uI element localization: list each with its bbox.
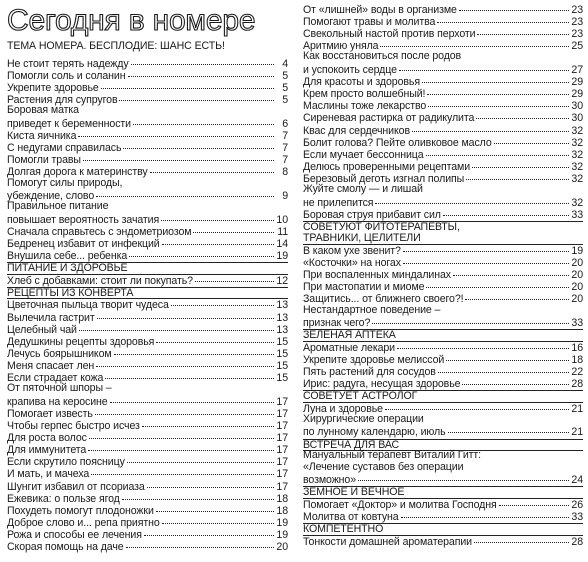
toc-entry-title: Вылечила гастрит	[7, 311, 95, 324]
toc-page-number: 28	[571, 535, 583, 548]
toc-entry-title: убеждение, слово	[7, 190, 95, 203]
toc-entry-title: Долгая дорога к материнству	[7, 166, 148, 179]
toc-entry[interactable]	[7, 371, 288, 383]
toc-entry-title: Ароматные лекари	[303, 341, 395, 354]
right-toc-column	[303, 0, 583, 562]
dot-leader	[412, 122, 569, 132]
toc-page-number: 19	[276, 528, 288, 541]
toc-entry-title: Мануальный терапевт Виталий Гитт:	[303, 449, 481, 462]
dot-leader	[162, 514, 274, 524]
toc-page-number: 7	[282, 142, 288, 155]
toc-entry[interactable]	[7, 178, 288, 201]
toc-entry-title: Пять растений для сосудов	[303, 366, 436, 378]
toc-page-number: 21	[571, 426, 583, 439]
toc-page-number: 4	[282, 58, 288, 70]
toc-entry[interactable]	[7, 201, 288, 224]
toc-entry-title: Чтобы герпес быстро исчез	[7, 420, 140, 432]
toc-entry-title: Растения для супругов	[7, 94, 118, 107]
toc-page-number: 13	[276, 311, 288, 324]
toc-entry[interactable]	[303, 39, 583, 51]
toc-entry-title: Помогает известь	[7, 407, 93, 420]
toc-page-number: 17	[276, 468, 288, 481]
dot-leader	[474, 533, 569, 543]
toc-entry-title: При воспаленных миндалинах	[303, 269, 451, 282]
dot-leader	[372, 314, 569, 324]
toc-entry-title: Помогли травы	[7, 154, 81, 167]
toc-entry-title: Боровая матка	[7, 104, 79, 117]
toc-entry-title: Для роста волос	[7, 432, 87, 445]
dot-leader	[448, 423, 570, 433]
toc-page-number: 6	[282, 117, 288, 130]
toc-entry[interactable]	[7, 105, 288, 128]
toc-entry[interactable]	[303, 450, 583, 485]
toc-page-number: 26	[571, 498, 583, 511]
toc-page-number: 24	[571, 474, 583, 487]
toc-entry[interactable]	[303, 184, 583, 207]
dot-leader	[131, 55, 274, 65]
toc-page-number: 20	[571, 269, 583, 282]
dot-leader	[443, 206, 569, 216]
dot-leader	[105, 369, 274, 379]
dot-leader	[466, 170, 569, 180]
toc-page-number: 32	[571, 148, 583, 161]
dot-leader	[128, 67, 274, 77]
dot-leader	[127, 453, 274, 463]
dot-leader	[358, 471, 569, 481]
dot-leader	[96, 357, 274, 367]
toc-entry-title: Не стоит терять надежду	[7, 58, 129, 70]
toc-entry-title: Березовый деготь изгнал полипы	[303, 172, 465, 185]
dot-leader	[462, 375, 569, 385]
toc-entry-title: Маслины тоже лекарство	[303, 100, 427, 113]
toc-entry-title: Помогли соль и соланин	[7, 70, 126, 83]
toc-entry-title: С недугами справилась	[7, 142, 122, 155]
toc-page-number: 19	[276, 250, 288, 263]
toc-page-number: 19	[276, 516, 288, 529]
toc-entry-title: Аритмию уняла	[303, 40, 379, 53]
toc-entry-title: Помогут силы природы,	[7, 176, 123, 189]
toc-entry-title: Укрепите здоровье	[7, 82, 99, 95]
dot-leader	[477, 25, 569, 35]
toc-entry-title: Дедушкины рецепты здоровья	[7, 335, 155, 348]
toc-entry[interactable]	[303, 51, 583, 74]
dot-leader	[91, 465, 274, 475]
dot-leader	[494, 134, 569, 144]
toc-page-number: 29	[571, 88, 583, 101]
toc-page-number: 19	[571, 245, 583, 257]
section-header: ЗЕМНОЕ И ВЕЧНОЕ	[303, 486, 405, 499]
toc-page-number: 33	[571, 317, 583, 330]
toc-entry-title: Болит голова? Пейте оливковое масло	[303, 136, 492, 149]
toc-entry-title: Похудеть помогут плодоножки	[7, 504, 154, 517]
toc-entry[interactable]	[303, 535, 583, 547]
dot-leader	[96, 187, 274, 197]
dot-leader	[385, 400, 569, 410]
toc-entry-title: Бедренец избавит от инфекций	[7, 238, 160, 250]
toc-page-number: 23	[571, 4, 583, 16]
toc-entry-title: Доброе слово и... репа приятно	[7, 516, 160, 529]
dot-leader	[453, 266, 569, 276]
toc-entry-title: «Косточки» на ногах	[303, 257, 401, 270]
dot-leader	[122, 490, 274, 500]
toc-entry-title: Луна и здоровье	[303, 402, 383, 415]
toc-page-number: 8	[282, 166, 288, 179]
toc-page-number: 11	[277, 225, 288, 238]
toc-entry-title: «Лечение суставов без операции	[303, 460, 464, 473]
dot-leader	[422, 73, 569, 83]
dot-leader	[499, 496, 569, 506]
toc-page-number: 15	[276, 335, 288, 348]
dot-leader	[437, 13, 569, 23]
section-header-main: ТЕМА НОМЕРА. БЕСПЛОДИЕ: ШАНС ЕСТЬ!	[7, 40, 225, 52]
toc-entry-title: Внушила себе... ребенка	[7, 250, 128, 263]
toc-page-number: 9	[282, 190, 288, 203]
dot-leader	[401, 508, 569, 518]
toc-page-number: 17	[276, 456, 288, 469]
toc-page-number: 18	[276, 504, 288, 517]
dot-leader	[459, 1, 569, 11]
dot-leader	[119, 91, 274, 101]
toc-entry[interactable]	[7, 274, 288, 286]
toc-page-number: 17	[276, 395, 288, 408]
dot-leader	[162, 235, 274, 245]
toc-entry-title: повышает вероятность зачатия	[7, 213, 160, 226]
toc-entry-title: Если скрутило поясницу	[7, 456, 125, 469]
dot-leader	[83, 151, 274, 161]
toc-page-number: 13	[276, 323, 288, 336]
toc-entry-title: Киста яичника	[7, 130, 77, 143]
toc-entry-title: Свекольный настой против перхоти	[303, 28, 476, 41]
dot-leader	[150, 163, 274, 173]
toc-entry-title: Если мучает бессонница	[303, 148, 424, 161]
toc-entry-title: Цветочная пыльца творит чудеса	[7, 299, 169, 312]
toc-page-number: 23	[571, 16, 583, 29]
toc-page-number: 7	[282, 130, 288, 143]
section-header: СОВЕТУЮТ ФИТОТЕРАПЕВТЫ,	[303, 220, 460, 233]
toc-entry-title: От пяточной шпоры –	[7, 382, 112, 395]
dot-leader	[397, 339, 569, 349]
toc-page-number: 14	[276, 238, 288, 250]
toc-page-number: 16	[571, 341, 583, 354]
toc-entry[interactable]	[303, 414, 583, 437]
dot-leader	[79, 321, 274, 331]
dot-leader	[126, 538, 274, 548]
toc-page-number: 33	[571, 208, 583, 221]
left-toc-column	[7, 0, 288, 562]
toc-entry-title: И мать, и мачеха	[7, 468, 90, 481]
toc-page-number: 20	[571, 257, 583, 270]
dot-leader	[426, 146, 569, 156]
toc-entry-title: Как восстановиться после родов	[303, 50, 462, 63]
dot-leader	[156, 333, 274, 343]
toc-page-number: 29	[571, 76, 583, 89]
toc-page-number: 17	[276, 432, 288, 445]
toc-page-number: 27	[571, 63, 583, 76]
toc-page-number: 25	[571, 40, 583, 53]
dot-leader	[147, 478, 274, 488]
toc-entry[interactable]	[7, 249, 288, 261]
dot-leader	[114, 345, 274, 355]
toc-entry-title: Хлеб с добавками: стоит ли покупать?	[7, 274, 193, 287]
toc-page-number: 5	[282, 94, 288, 107]
toc-page-number: 15	[276, 360, 288, 372]
toc-entry[interactable]	[303, 172, 583, 184]
toc-page-number: 17	[276, 444, 288, 457]
dot-leader	[123, 139, 274, 149]
dot-leader	[399, 61, 569, 71]
toc-entry-title: Хирургические операции	[303, 412, 424, 425]
toc-entry-title: Жуйте смолу — и лишай	[303, 183, 423, 196]
toc-entry-title: Молитва от ковтуна	[303, 511, 399, 524]
toc-page-number: 10	[276, 213, 288, 226]
toc-entry[interactable]	[303, 292, 583, 304]
toc-entry[interactable]	[303, 402, 583, 414]
toc-page-number: 33	[571, 511, 583, 524]
toc-entry[interactable]	[7, 165, 288, 177]
toc-entry-title: От «лишней» воды в организме	[303, 4, 457, 16]
dot-leader	[403, 242, 569, 252]
dot-leader	[472, 158, 569, 168]
toc-page-number: 5	[282, 82, 288, 95]
toc-entry-title: Сиреневая растирка от радикулита	[303, 112, 475, 125]
toc-entry-title: Скорая помощь на даче	[7, 541, 124, 554]
dot-leader	[426, 278, 569, 288]
toc-entry-title: Для красоты и здоровья	[303, 76, 420, 89]
toc-entry-title: Защитись... от ближнего своего?!	[303, 293, 464, 306]
dot-leader	[110, 393, 274, 403]
toc-page-number: 23	[571, 28, 583, 41]
dot-leader	[195, 272, 274, 282]
toc-entry[interactable]	[303, 510, 583, 522]
toc-entry-title: возможно»	[303, 474, 357, 487]
toc-entry-title: Если страдает кожа	[7, 372, 104, 385]
toc-page-number: 32	[571, 172, 583, 185]
toc-page-number: 18	[571, 353, 583, 366]
dot-leader	[133, 115, 274, 125]
dot-leader	[403, 254, 569, 264]
dot-leader	[97, 309, 274, 319]
dot-leader	[88, 441, 274, 451]
toc-entry-title: Ежевика: о пользе ягод	[7, 492, 120, 505]
dot-leader	[427, 85, 569, 95]
toc-entry-title: Рожа и способы ее лечения	[7, 528, 142, 541]
dot-leader	[161, 211, 274, 221]
toc-entry-title: и успокоить сердце	[303, 63, 397, 76]
toc-page-number: 15	[276, 372, 288, 385]
toc-entry-title: Меня спасает лен	[7, 360, 95, 372]
section-header: ВСТРЕЧА ДЛЯ ВАС	[303, 438, 400, 451]
dot-leader	[144, 526, 274, 536]
dot-leader	[465, 290, 569, 300]
dot-leader	[129, 247, 274, 257]
toc-page-number: 5	[282, 70, 288, 83]
dot-leader	[95, 405, 274, 415]
dot-leader	[428, 97, 569, 107]
toc-entry-title: Нестандартное поведение –	[303, 303, 441, 316]
toc-page-number: 17	[276, 480, 288, 493]
toc-entry[interactable]	[7, 93, 288, 105]
section-header: СОВЕТУЕТ АСТРОЛОГ	[303, 390, 418, 403]
toc-entry-title: Квас для сердечников	[303, 124, 410, 137]
dot-leader	[101, 79, 274, 89]
toc-entry-title: Крем просто волшебный!	[303, 88, 426, 101]
toc-page-number: 20	[276, 541, 288, 554]
toc-page-number: 28	[571, 378, 583, 391]
dot-leader	[193, 223, 274, 233]
toc-entry-title: не прилепится	[303, 196, 374, 209]
toc-entry-title: Лечусь боярышником	[7, 347, 112, 360]
toc-entry-title: Целебный чай	[7, 323, 77, 336]
dot-leader	[89, 429, 274, 439]
toc-page-number: 32	[571, 196, 583, 209]
toc-entry-title: При мастопатии и миоме	[303, 281, 425, 294]
dot-leader	[476, 109, 569, 119]
section-header: РЕЦЕПТЫ ИЗ КОНВЕРТА	[7, 286, 134, 299]
toc-page-number: 12	[276, 274, 288, 287]
toc-entry-title: признак чего?	[303, 317, 371, 330]
toc-page-number: 32	[571, 136, 583, 149]
toc-page-number: 32	[571, 124, 583, 137]
dot-leader	[446, 351, 569, 361]
page-title: Сегодня в номере	[7, 4, 256, 37]
toc-entry-title: Помогают травы и молитва	[303, 16, 436, 29]
toc-entry-title: Правильное питание	[7, 200, 109, 213]
section-header: КОМПЕТЕНТНО	[303, 523, 384, 536]
toc-page-number: 20	[571, 281, 583, 294]
toc-entry-title: Делюсь проверенными рецептами	[303, 160, 471, 173]
section-header: ТРАВНИКИ, ЦЕЛИТЕЛИ	[303, 232, 421, 245]
dot-leader	[156, 502, 274, 512]
section-header: ПИТАНИЕ И ЗДОРОВЬЕ	[7, 262, 128, 275]
dot-leader	[142, 417, 274, 427]
toc-entry-title: приведет к беременности	[7, 117, 131, 130]
dot-leader	[78, 127, 274, 137]
toc-page-number: 30	[571, 100, 583, 113]
section-header: ЗЕЛЕНАЯ АПТЕКА	[303, 329, 396, 342]
toc-page-number: 15	[276, 347, 288, 360]
toc-entry-title: по лунному календарю, июль	[303, 426, 446, 439]
toc-entry-title: В каком ухе звенит?	[303, 245, 401, 257]
toc-page-number: 30	[571, 112, 583, 125]
toc-page-number: 7	[282, 154, 288, 167]
toc-entry-title: Шунгит избавил от псориаза	[7, 480, 145, 493]
toc-page-number: 21	[571, 402, 583, 415]
toc-page-number: 18	[276, 492, 288, 505]
toc-entry[interactable]	[303, 305, 583, 328]
toc-page-number: 17	[276, 407, 288, 420]
toc-page-number: 32	[571, 160, 583, 173]
dot-leader	[438, 363, 569, 373]
toc-entry[interactable]	[303, 208, 583, 220]
toc-entry-title: Укрепите здоровье мелиссой	[303, 353, 445, 366]
toc-entry[interactable]	[7, 383, 288, 406]
toc-entry-title: Сначала справьтесь с эндометриозом	[7, 225, 192, 238]
toc-page-number: 13	[276, 299, 288, 312]
toc-entry-title: Боровая струя прибавит сил	[303, 208, 441, 221]
toc-entry-title: Тонкости домашней ароматерапии	[303, 535, 472, 548]
toc-entry[interactable]	[303, 377, 583, 389]
toc-entry-title: Помогает «Доктор» и молитва Господня	[303, 498, 497, 511]
toc-entry[interactable]	[7, 540, 288, 552]
toc-entry-title: Для иммунитета	[7, 444, 87, 457]
toc-page-number: 17	[276, 420, 288, 432]
dot-leader	[375, 194, 569, 204]
dot-leader	[380, 37, 569, 47]
dot-leader	[171, 296, 274, 306]
toc-page-number: 22	[571, 366, 583, 378]
toc-entry-title: крапива на керосине	[7, 395, 108, 408]
toc-page-number: 20	[571, 293, 583, 306]
toc-entry-title: Ирис: радуга, несущая здоровье	[303, 378, 461, 391]
